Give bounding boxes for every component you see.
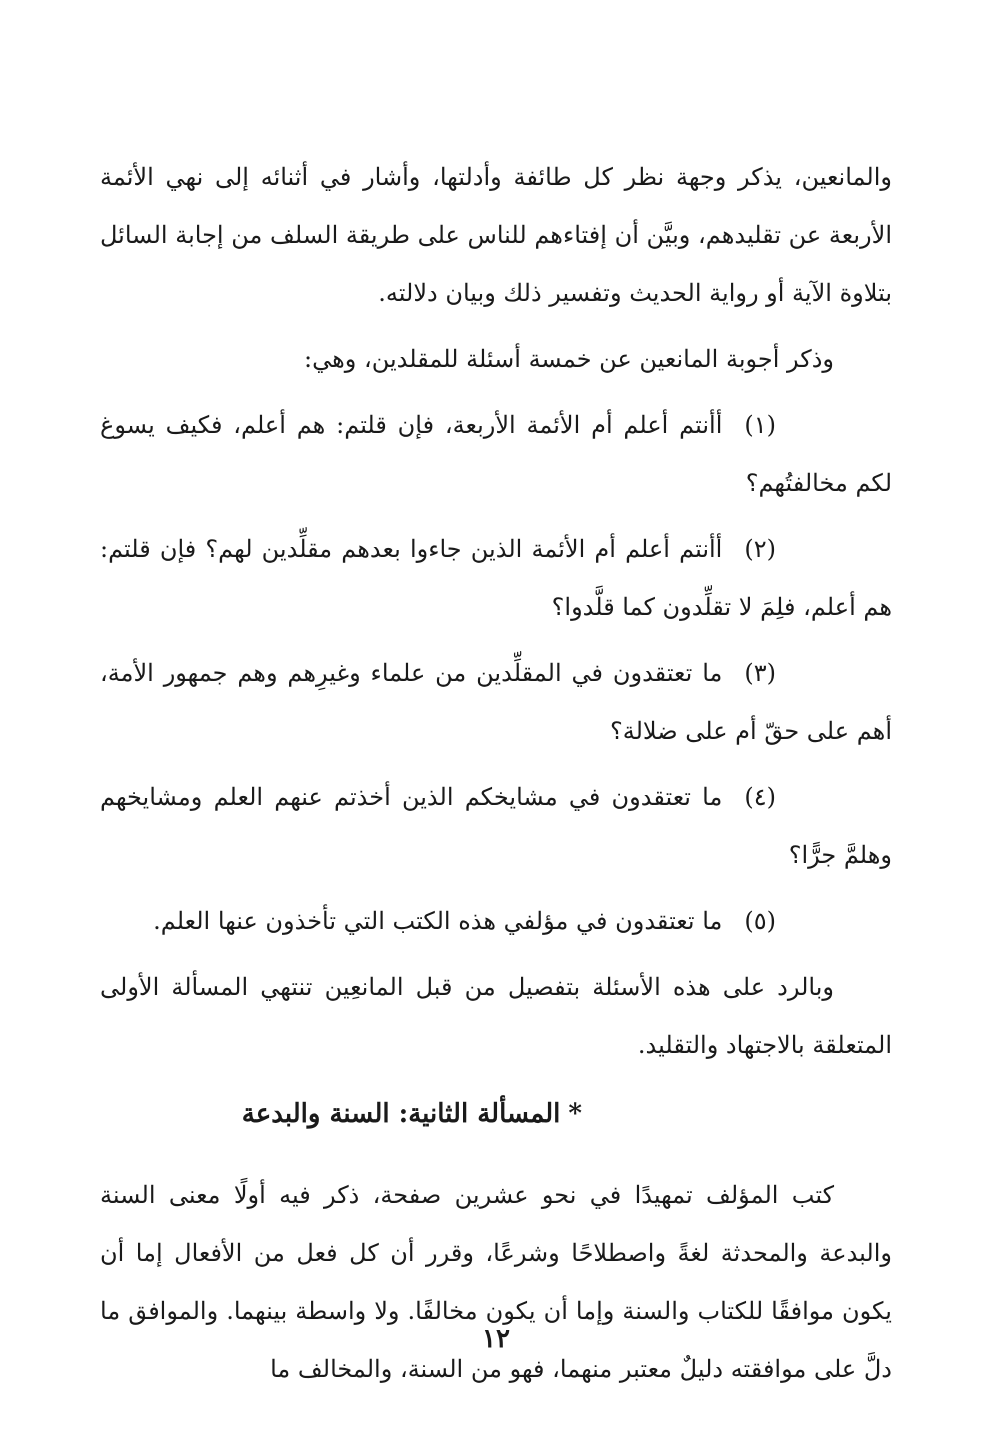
question-item	[100, 520, 892, 636]
question-item	[100, 892, 892, 950]
question-text: أأنتم أعلم أم الأئمة الذين جاءوا بعدهم مقلِّدين لهم؟ فإن قلتم: هم أعلم، فلِمَ لا تقلِّدون كما قلَّدوا؟	[100, 535, 892, 621]
question-number: (٥)	[744, 907, 776, 935]
body-paragraph: كتب المؤلف تمهيدًا في نحو عشرين صفحة، ذكر فيه أولًا معنى السنة والبدعة والمحدثة لغةً واصطلاحًا وشرعًا، وقرر أن كل فعل من الأفعال إما أن يكون موافقًا للكتاب والسنة وإما أن يكون مخالفًا. ولا واسطة بينهما. والموافق ما دلَّ على موافقته دليلٌ معتبر منهما، فهو من السنة، والمخالف ما	[100, 1181, 892, 1383]
question-item	[100, 768, 892, 884]
conclusion-paragraph: وبالرد على هذه الأسئلة بتفصيل من قبل المانعِين تنتهي المسألة الأولى المتعلقة بالاجتهاد والتقليد.	[100, 973, 892, 1059]
intro-paragraph: والمانعين، يذكر وجهة نظر كل طائفة وأدلتها، وأشار في أثنائه إلى نهي الأئمة الأربعة عن تقليدهم، وبيَّن أن إفتاءهم للناس على طريقة السلف من إجابة السائل بتلاوة الآية أو رواية الحديث وتفسير ذلك وبيان دلالته.	[100, 163, 892, 307]
question-number: (٣)	[744, 659, 776, 687]
star-icon: *	[568, 1099, 582, 1129]
question-item	[100, 644, 892, 760]
page-number: ١٢	[482, 1324, 510, 1354]
question-number: (٢)	[744, 535, 776, 563]
lead-paragraph: وذكر أجوبة المانعين عن خمسة أسئلة للمقلدين، وهي:	[304, 345, 834, 373]
section-heading	[100, 1084, 892, 1144]
question-text: ما تعتقدون في المقلِّدين من علماء وغيرِهم وهم جمهور الأمة، أهم على حقّ أم على ضلالة؟	[100, 659, 892, 745]
question-item	[100, 396, 892, 512]
question-text: أأنتم أعلم أم الأئمة الأربعة، فإن قلتم: هم أعلم، فكيف يسوغ لكم مخالفتُهم؟	[100, 411, 892, 497]
question-text: ما تعتقدون في مشايخكم الذين أخذتم عنهم العلم ومشايخهم وهلمَّ جرًّا؟	[100, 783, 892, 869]
section-title: المسألة الثانية: السنة والبدعة	[241, 1099, 561, 1129]
question-number: (١)	[744, 411, 776, 439]
question-number: (٤)	[744, 783, 776, 811]
question-text: ما تعتقدون في مؤلفي هذه الكتب التي تأخذون عنها العلم.	[153, 907, 723, 935]
